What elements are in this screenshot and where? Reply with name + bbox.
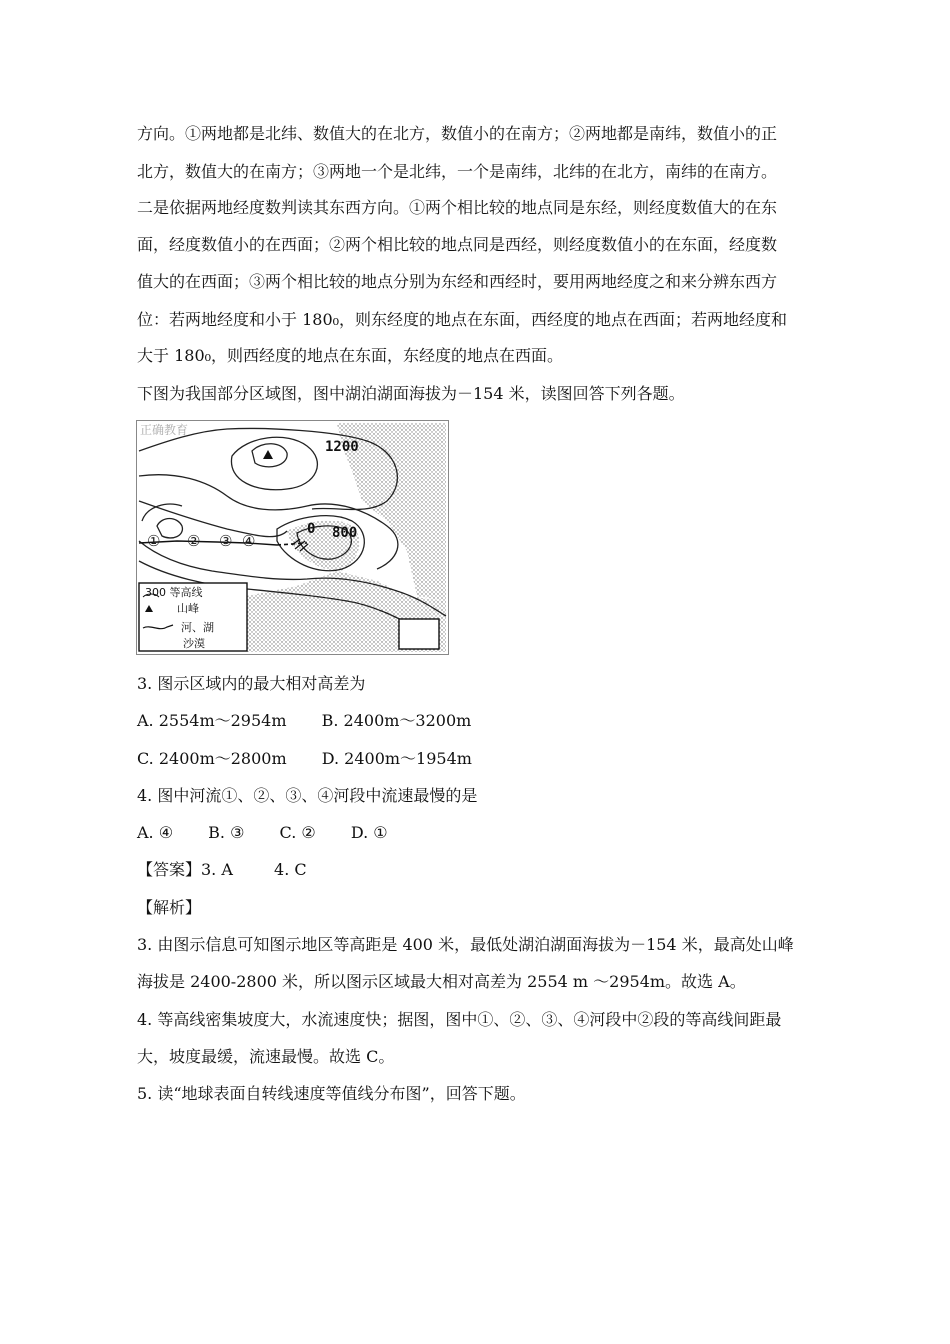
question-3-options-row-1 [137, 711, 471, 731]
question-3-options-row-2 [137, 749, 472, 769]
legend-desert: 沙漠 [183, 637, 205, 650]
option-4b: B. ③ [208, 823, 245, 842]
question-3-stem: 3. 图示区域内的最大相对高差为 [137, 674, 366, 693]
contour-label-1200: 1200 [325, 439, 359, 455]
text-line: 北方，数值大的在南方；③两地一个是北纬，一个是南纬，北纬的在北方，南纬的在南方。 [137, 162, 778, 181]
analysis-line: 大，坡度最缓，流速最慢。故选 C。 [137, 1047, 395, 1066]
peak-icon [263, 450, 273, 459]
river-marker-3: ③ [219, 532, 233, 550]
watermark: 正确教育 [140, 423, 189, 437]
legend-peak: 山峰 [177, 602, 199, 615]
option-3a: A. 2554m～2954m [137, 711, 287, 730]
option-3c: C. 2400m～2800m [137, 749, 287, 768]
text-line: 值大的在西面；③两个相比较的地点分别为东经和西经时，要用两地经度之和来分辨东西方 [137, 272, 778, 291]
contour-label-0: 0 [307, 521, 316, 537]
text-line: 方向。①两地都是北纬、数值大的在北方，数值小的在南方；②两地都是南纬，数值小的正 [137, 124, 778, 143]
next-question-intro: 5. 读“地球表面自转线速度等值线分布图”，回答下题。 [137, 1084, 526, 1103]
analysis-line: 4. 等高线密集坡度大，水流速度快；据图，图中①、②、③、④河段中②段的等高线间距最 [137, 1010, 782, 1029]
analysis-label: 【解析】 [137, 898, 202, 917]
river-marker-4: ④ [242, 532, 256, 550]
river-marker-1: ① [147, 532, 161, 550]
option-4d: D. ① [350, 823, 388, 842]
answer-line [137, 860, 307, 880]
legend-river-lake: 河、湖 [181, 621, 214, 634]
option-4c: C. ② [279, 823, 316, 842]
legend-contour: 300 等高线 [145, 586, 203, 599]
option-4a: A. ④ [137, 823, 174, 842]
river-marker-2: ② [187, 532, 201, 550]
text-line: 面，经度数值小的在西面；②两个相比较的地点同是西经，则经度数值小的在东面，经度数 [137, 235, 778, 254]
question-4-stem: 4. 图中河流①、②、③、④河段中流速最慢的是 [137, 786, 478, 805]
contour-label-800: 800 [332, 525, 358, 541]
text-line: 二是依据两地经度数判读其东西方向。①两个相比较的地点同是东经，则经度数值大的在东 [137, 198, 778, 217]
answer-q4: 4. C [274, 860, 307, 879]
option-3b: B. 2400m～3200m [321, 711, 472, 730]
analysis-line: 海拔是 2400-2800 米，所以图示区域最大相对高差为 2554 m ～2954m。故选 A。 [137, 972, 746, 991]
figure-intro: 下图为我国部分区域图，图中湖泊湖面海拔为－154 米，读图回答下列各题。 [137, 384, 685, 403]
option-3d: D. 2400m～1954m [321, 749, 472, 768]
text-line: 位：若两地经度和小于 180₀，则东经度的地点在东面，西经度的地点在西面；若两地经度和 [137, 310, 788, 329]
text-line: 大于 180₀，则西经度的地点在东面，东经度的地点在西面。 [137, 346, 564, 365]
contour-map-figure [136, 420, 449, 655]
question-4-options [137, 823, 388, 843]
analysis-line: 3. 由图示信息可知图示地区等高距是 400 米，最低处湖泊湖面海拔为－154 米，最高处山峰 [137, 935, 794, 954]
answer-label: 【答案】3. A [137, 860, 233, 879]
corner-box [399, 619, 439, 649]
